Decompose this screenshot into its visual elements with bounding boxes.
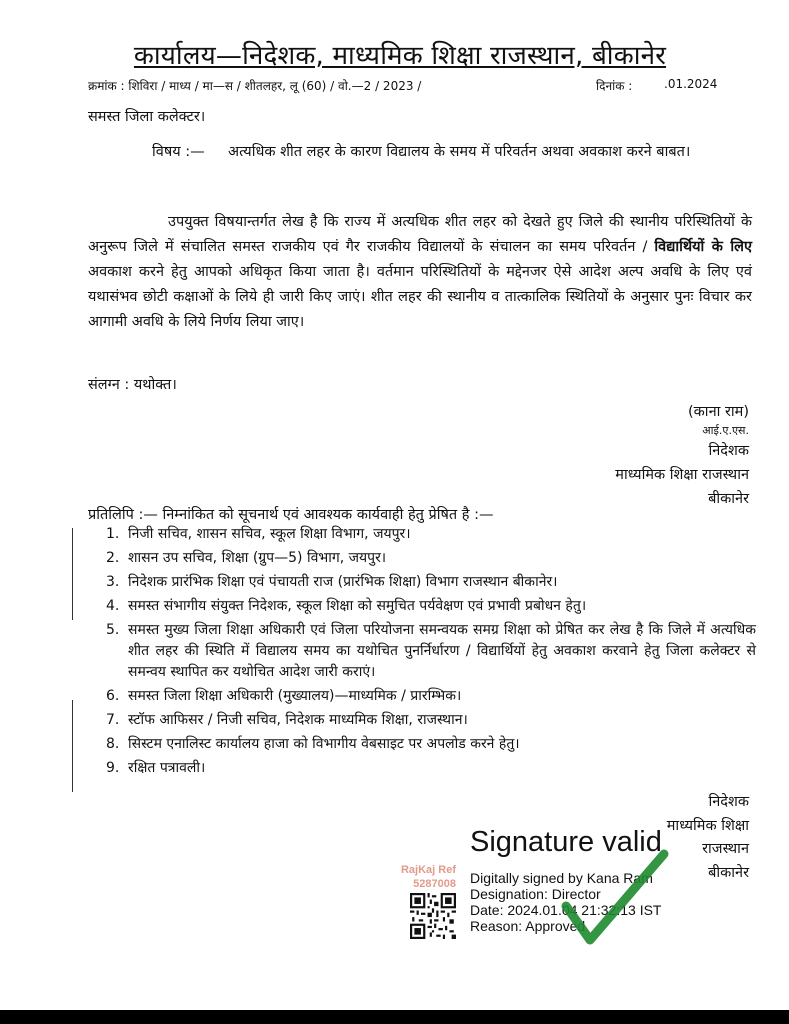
cc-item-number: 4. [106, 598, 120, 614]
cc-item [106, 596, 756, 617]
qr-code-icon[interactable] [410, 893, 456, 939]
date-label: दिनांक : [596, 79, 633, 93]
signatory2-dept2: राजस्थान [702, 841, 749, 857]
cc-list [106, 524, 756, 782]
recipient: समस्त जिला कलेक्टर। [88, 109, 206, 125]
cc-item-number: 5. [106, 622, 120, 638]
signature-signed-by: Digitally signed by Kana Ram [470, 870, 653, 886]
cc-item [106, 620, 756, 683]
cc-item-text: समस्त जिला शिक्षा अधिकारी (मुख्यालय)—माध्यमिक / प्रारम्भिक। [128, 688, 462, 704]
cc-item-number: 1. [106, 526, 120, 542]
signature-valid-title: Signature valid [470, 826, 662, 858]
body-text-part1: उपयुक्त विषयान्तर्गत लेख है कि राज्य में अत्यधिक शीत लहर को देखते हुए जिले की स्थानीय परिस्थितियों के अनुरूप जिले में संचालित समस्त राजकीय एवं गैर राजकीय विद्यालयों के संचालन का समय परिवर्तन / [88, 214, 752, 255]
signature-date: Date: 2024.01.04 21:32:13 IST [470, 902, 662, 918]
cc-item-text: समस्त संभागीय संयुक्त निदेशक, स्कूल शिक्षा को समुचित पर्यवेक्षण एवं प्रभावी प्रबोधन हेतु। [128, 598, 587, 614]
cc-item-text: स्टॉफ आफिसर / निजी सचिव, निदेशक माध्यमिक शिक्षा, राजस्थान। [128, 712, 468, 728]
signatory-post: निदेशक [708, 443, 749, 459]
cc-item-number: 2. [106, 550, 120, 566]
enclosure: संलग्न : यथोक्त। [88, 377, 177, 393]
margin-line [72, 700, 73, 792]
cc-item-text: सिस्टम एनालिस्ट कार्यालय हाजा को विभागीय वेबसाइट पर अपलोड करने हेतु। [128, 736, 520, 752]
rajkaj-ref-number: 5287008 [413, 878, 456, 890]
signature-designation: Designation: Director [470, 886, 601, 902]
body-text-bold: विद्यार्थियों के लिए [654, 239, 753, 255]
cc-item-text: समस्त मुख्य जिला शिक्षा अधिकारी एवं जिला परियोजना समन्वयक समग्र शिक्षा को प्रेषित कर लेख है कि जिले में अत्यधिक शीत लहर की स्थिति में विद्यालय समय का यथोचित पुनर्निर्धारण / विद्यार्थियों हेतु अवकाश करवाने हेतु जिला कलेक्टर से समन्वय स्थापित कर यथोचित आदेश जारी कराएं। [128, 622, 756, 680]
signatory2-dept1: माध्यमिक शिक्षा [666, 818, 749, 834]
cc-item [106, 710, 756, 731]
signature-reason: Reason: Approved [470, 918, 586, 934]
cc-item [106, 686, 756, 707]
signatory2-post: निदेशक [708, 794, 749, 810]
bottom-edge-strip [0, 1010, 789, 1024]
signatory-service: आई.ए.एस. [702, 424, 749, 437]
cc-item-number: 9. [106, 760, 120, 776]
signatory-name: (काना राम) [688, 404, 749, 420]
subject-label: विषय :— [152, 144, 205, 160]
cc-item-number: 3. [106, 574, 120, 590]
cc-item [106, 758, 756, 779]
checkmark-icon [560, 848, 670, 948]
cc-item-number: 6. [106, 688, 120, 704]
cc-item [106, 524, 756, 545]
cc-item-text: निदेशक प्रारंभिक शिक्षा एवं पंचायती राज (प्रारंभिक शिक्षा) विभाग राजस्थान बीकानेर। [128, 574, 558, 590]
body-paragraph [88, 210, 752, 335]
cc-item-text: शासन उप सचिव, शिक्षा (ग्रुप—5) विभाग, जयपुर। [128, 550, 387, 566]
cc-item-number: 7. [106, 712, 120, 728]
subject-text: अत्यधिक शीत लहर के कारण विद्यालय के समय में परिवर्तन अथवा अवकाश करने बाबत। [228, 144, 691, 160]
cc-item-text: रक्षित पत्रावली। [128, 760, 206, 776]
reference-number: क्रमांक : शिविरा / माध्य / मा—स / शीतलहर, लू (60) / वो.—2 / 2023 / [88, 79, 422, 93]
margin-line [72, 528, 73, 620]
office-title: कार्यालय—निदेशक, माध्यमिक शिक्षा राजस्थान, बीकानेर [133, 41, 667, 71]
date-value: .01.2024 [664, 77, 718, 91]
rajkaj-ref-label: RajKaj Ref [400, 864, 456, 876]
cc-heading: प्रतिलिपि :— निम्नांकित को सूचनार्थ एवं आवश्यक कार्यवाही हेतु प्रेषित है :— [88, 507, 494, 523]
cc-item [106, 548, 756, 569]
signatory-place: बीकानेर [708, 491, 749, 507]
cc-item-text: निजी सचिव, शासन सचिव, स्कूल शिक्षा विभाग, जयपुर। [128, 526, 411, 542]
cc-item [106, 572, 756, 593]
body-text-part2: अवकाश करने हेतु आपको अधिकृत किया जाता है। वर्तमान परिस्थितियों के मद्देनजर ऐसे आदेश अल्प अवधि के लिए एवं यथासंभव छोटी कक्षाओं के लिये ही जारी किए जाएं। शीत लहर की स्थानीय व तात्कालिक स्थितियों के अनुसार पुनः विचार कर आगामी अवधि के लिये निर्णय लिया जाए। [88, 264, 752, 330]
cc-item [106, 734, 756, 755]
signatory-dept: माध्यमिक शिक्षा राजस्थान [615, 467, 749, 483]
signatory2-place: बीकानेर [708, 865, 749, 881]
cc-item-number: 8. [106, 736, 120, 752]
